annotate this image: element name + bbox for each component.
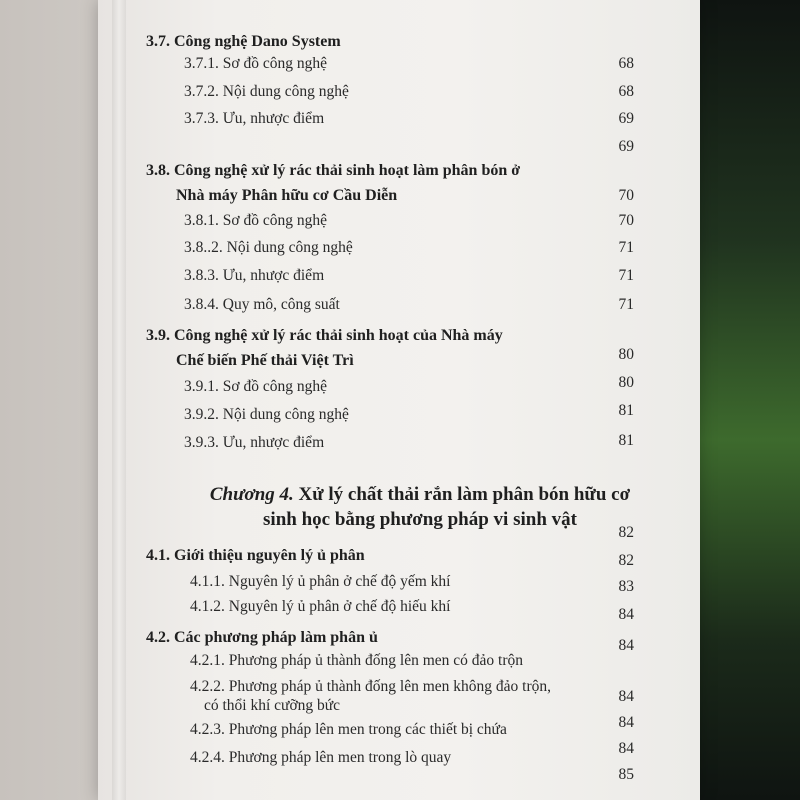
toc-entry (0, 110, 800, 134)
toc-entry-title: 4.2.4. Phương pháp lên men trong lò quay (190, 749, 452, 766)
toc-entry (0, 749, 800, 783)
toc-entry-title: 4.2.1. Phương pháp ủ thành đống lên men có đảo trộn (190, 652, 524, 669)
toc-entry-title: 3.8..2. Nội dung công nghệ (184, 239, 353, 256)
toc-entry-page: 71 (618, 296, 634, 313)
toc-entry-title: 4.1.2. Nguyên lý ủ phân ở chế độ hiếu khí (190, 598, 451, 615)
toc-entry-title: 3.7.3. Ưu, nhược điểm (184, 110, 325, 127)
toc-entry-page: 84 (618, 637, 634, 654)
toc-entry-page: 68 (618, 83, 634, 100)
toc-entry (0, 524, 800, 571)
toc-entry (0, 138, 800, 162)
toc-entry (0, 327, 800, 351)
toc-entry-title: 3.7.2. Nội dung công nghệ (184, 83, 349, 100)
chapter-label: Chương 4. (209, 484, 294, 505)
toc-entry-page: 85 (618, 766, 634, 783)
toc-entry-page: 84 (618, 714, 634, 731)
toc-entry-title: có thổi khí cưỡng bức (204, 697, 341, 714)
toc-entry-title: 4.2.3. Phương pháp lên men trong các thiết bị chứa (190, 721, 507, 738)
toc-entry-title: 3.9. Công nghệ xử lý rác thải sinh hoạt của Nhà máy (146, 327, 503, 344)
toc-entry (0, 721, 800, 757)
toc-entry (0, 267, 800, 291)
toc-entry-title: 3.9.2. Nội dung công nghệ (184, 406, 349, 423)
toc-entry-title: 3.9.1. Sơ đồ công nghệ (184, 378, 327, 395)
toc-entry-title: 3.8.3. Ưu, nhược điểm (184, 267, 325, 284)
toc-entry-page: 71 (618, 267, 634, 284)
toc-entry (0, 162, 800, 186)
toc-entry (0, 83, 800, 107)
toc-entry-title: 3.8. Công nghệ xử lý rác thải sinh hoạt làm phân bón ở (146, 162, 521, 179)
toc-entry (0, 374, 800, 402)
toc-entry-page: 82 (618, 552, 634, 569)
toc-entry (0, 346, 800, 376)
toc-entry-page: 84 (618, 740, 634, 757)
toc-entry-title: 3.8.1. Sơ đồ công nghệ (184, 212, 327, 229)
toc-entry (0, 434, 800, 458)
toc-entry (0, 55, 800, 79)
toc-entry (0, 187, 800, 211)
toc-entry-page: 80 (618, 374, 634, 391)
chapter-heading (160, 482, 680, 532)
toc-entry-page: 82 (618, 524, 634, 541)
toc-entry (0, 402, 800, 430)
toc-entry-title: 3.8.4. Quy mô, công suất (184, 296, 340, 313)
toc-entry-title: Nhà máy Phân hữu cơ Cầu Diễn (176, 187, 398, 204)
toc-entry-title: 4.2.2. Phương pháp ủ thành đống lên men không đảo trộn, (190, 678, 552, 695)
toc-entry (0, 212, 800, 236)
toc-entry-page: 84 (618, 688, 634, 705)
chapter-title-line1: Xử lý chất thải rắn làm phân bón hữu cơ (298, 484, 631, 505)
toc-entry-page: 81 (618, 432, 634, 449)
toc-entry-title: 4.2. Các phương pháp làm phân ủ (146, 629, 378, 646)
toc-entry-page: 69 (618, 110, 634, 127)
toc-entry-page: 80 (618, 346, 634, 363)
toc-entry (0, 33, 800, 57)
toc-entry (0, 239, 800, 263)
toc-entry-title: 3.7. Công nghệ Dano System (146, 33, 341, 50)
toc-entry-title: 3.7.1. Sơ đồ công nghệ (184, 55, 327, 72)
chapter-title-line2: sinh học bằng phương pháp vi sinh vật (263, 509, 577, 530)
toc-entry (0, 296, 800, 320)
toc-entry-page: 70 (618, 212, 634, 229)
toc-entry-page: 84 (618, 606, 634, 623)
toc-entry-title: Chế biến Phế thải Việt Trì (176, 352, 354, 369)
toc-entry-page: 69 (618, 138, 634, 155)
toc-entry-title: 4.1. Giới thiệu nguyên lý ủ phân (146, 547, 365, 564)
toc-entry-title: 4.1.1. Nguyên lý ủ phân ở chế độ yếm khí (190, 573, 451, 590)
toc-entry-page: 71 (618, 239, 634, 256)
toc-entry-title: 3.9.3. Ưu, nhược điểm (184, 434, 325, 451)
toc-entry-page: 83 (618, 578, 634, 595)
toc-entry-page: 81 (618, 402, 634, 419)
toc-entry-page: 68 (618, 55, 634, 72)
toc-entry-page: 70 (618, 187, 634, 204)
